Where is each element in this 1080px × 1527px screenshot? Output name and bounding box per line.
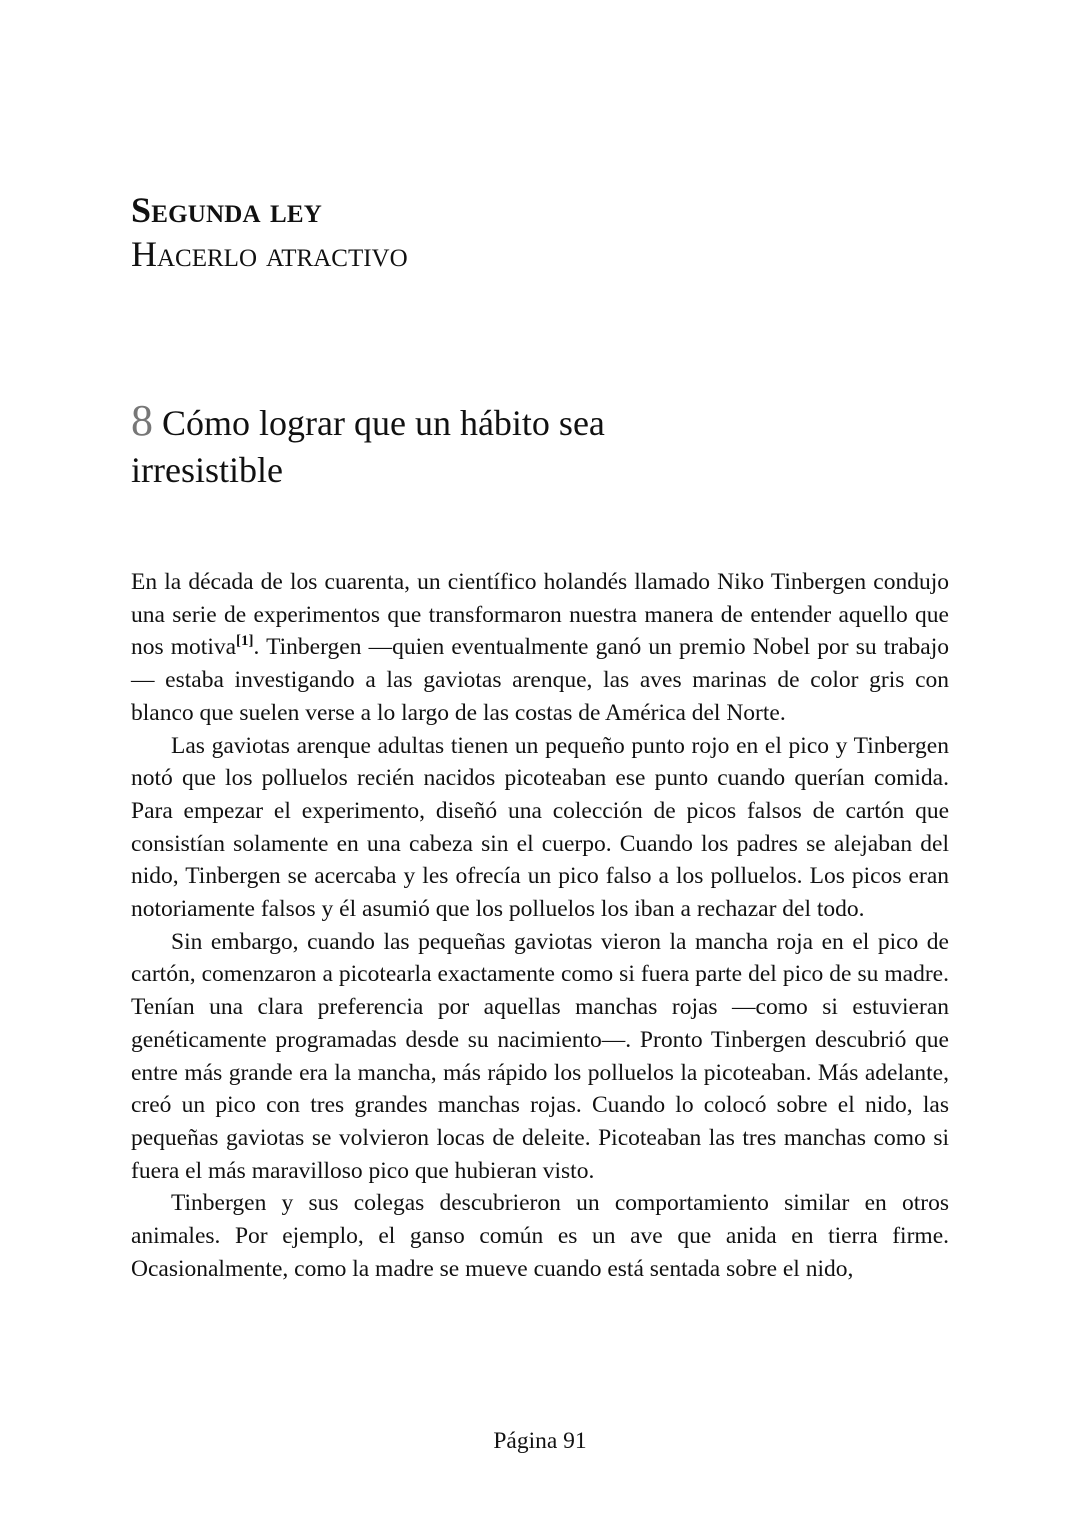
- paragraph: Tinbergen y sus colegas descubrieron un comportamiento similar en otros animales. Por ejemplo, el ganso común es un ave que anida en tierra firme. Ocasionalmente, como la madre se mueve cuando está sentada sobre el nido,: [131, 1190, 949, 1282]
- footnote-link[interactable]: [1]: [236, 633, 254, 650]
- body-text: [131, 566, 949, 1285]
- page-number: Página 91: [493, 1428, 587, 1454]
- part-label: Segunda ley: [131, 190, 322, 230]
- part-heading: [131, 188, 408, 276]
- part-title: Hacerlo atractivo: [131, 234, 408, 274]
- chapter-heading: [131, 397, 691, 494]
- paragraph: Sin embargo, cuando las pequeñas gaviotas vieron la mancha roja en el pico de cartón, comenzaron a picotearla exactamente como si fuera parte del pico de su madre. Tenían una clara preferencia por aquellas manchas rojas —como si estuvieran genéticamente programadas desde su nacimiento—. Pronto Tinbergen descubrió que entre más grande era la mancha, más rápido los polluelos la picoteaban. Más adelante, creó un pico con tres grandes manchas rojas. Cuando lo colocó sobre el nido, las pequeñas gaviotas se volvieron locas de deleite. Picoteaban las tres manchas como si fuera el más maravilloso pico que hubieran visto.: [131, 928, 949, 1184]
- chapter-title: Cómo lograr que un hábito sea irresistible: [131, 403, 605, 490]
- chapter-number: 8: [131, 396, 153, 445]
- paragraph: Las gaviotas arenque adultas tienen un pequeño punto rojo en el pico y Tinbergen notó que los polluelos recién nacidos picoteaban ese punto cuando querían comida. Para empezar el experimento, diseñó una colección de picos falsos de cartón que consistían solamente en una cabeza sin el cuerpo. Cuando los padres se alejaban del nido, Tinbergen se acercaba y les ofrecía un pico falso a los polluelos. Los picos eran notoriamente falsos y él asumió que los polluelos los iban a rechazar del todo.: [131, 732, 949, 923]
- paragraph: En la década de los cuarenta, un científico holandés llamado Niko Tinbergen condujo una serie de experimentos que transformaron nuestra manera de entender aquello que nos motiva[1]. Tinbergen —quien eventualmente ganó un premio Nobel por su trabajo— estaba investigando a las gaviotas arenque, las aves marinas de color gris con blanco que suelen verse a lo largo de las costas de América del Norte.: [131, 569, 949, 726]
